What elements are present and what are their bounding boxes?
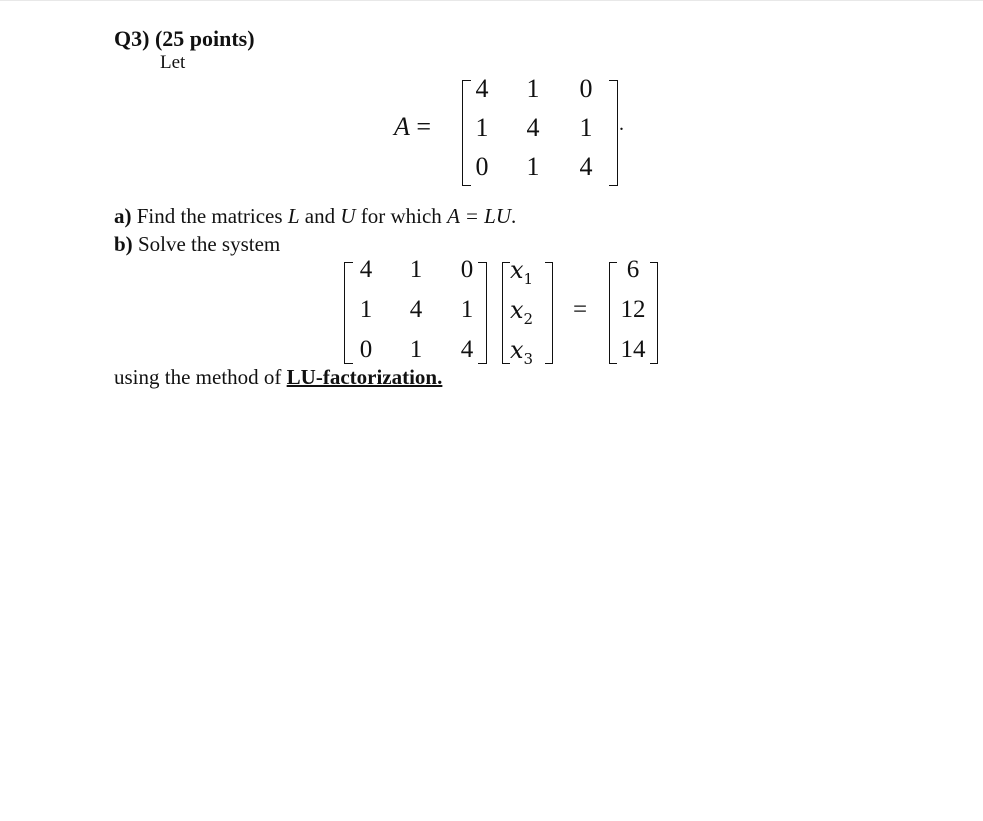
part-a-text: and (299, 204, 341, 228)
part-b-text: Solve the system (132, 232, 281, 256)
matrix-a-cell: 4 (526, 113, 540, 142)
coeff-cell: 1 (460, 296, 474, 323)
coeff-cell: 1 (359, 296, 373, 323)
lu-equation: A = LU (447, 204, 512, 228)
part-a-text: for which (355, 204, 448, 228)
matrix-a-right-bracket (609, 80, 618, 186)
vars-left-bracket (502, 262, 510, 364)
coeff-cell: 0 (460, 256, 474, 283)
matrix-a-cell: 1 (579, 113, 593, 142)
matrix-a-name: A (394, 112, 410, 141)
method-text: using the method of (114, 365, 287, 389)
coeff-cell: 4 (409, 296, 423, 323)
matrix-a-cell: 0 (579, 74, 593, 103)
matrix-a-cell: 4 (475, 74, 489, 103)
matrix-a-cell: 1 (526, 74, 540, 103)
vars-right-bracket (545, 262, 553, 364)
variable-x2: $x_2$ (510, 296, 534, 328)
part-b-label: b) (114, 232, 133, 256)
method-instruction (114, 365, 442, 390)
part-a-period: . (511, 204, 517, 228)
matrix-a-lhs (394, 112, 431, 142)
matrix-l-symbol: L (287, 204, 300, 228)
matrix-a-cell: 4 (579, 152, 593, 181)
coeff-cell: 0 (359, 336, 373, 363)
part-a-text: Find the matrices (131, 204, 288, 228)
rhs-cell: 12 (620, 296, 646, 323)
part-b-question (114, 232, 280, 257)
coeff-cell: 4 (460, 336, 474, 363)
matrix-a-equals: = (416, 112, 432, 141)
matrix-a-cell: 1 (475, 113, 489, 142)
let-label: Let (160, 52, 186, 73)
variable-x1: $x_1$ (510, 256, 534, 288)
part-a-question (114, 204, 516, 229)
matrix-a-period: . (619, 113, 624, 135)
matrix-a-cell: 0 (475, 152, 489, 181)
system-equals: = (572, 296, 588, 323)
matrix-a-cell: 1 (526, 152, 540, 181)
coeff-cell: 1 (409, 336, 423, 363)
rhs-cell: 6 (626, 256, 640, 283)
page-top-border (0, 0, 983, 1)
coeff-cell: 1 (409, 256, 423, 283)
question-title: Q3) (25 points) (114, 26, 255, 51)
variable-x3: $x_3$ (510, 336, 534, 368)
coeff-cell: 4 (359, 256, 373, 283)
part-a-label: a) (114, 204, 132, 228)
rhs-cell: 14 (620, 336, 646, 363)
matrix-u-symbol: U (340, 204, 356, 228)
method-emphasis: LU-factorization. (286, 365, 443, 389)
